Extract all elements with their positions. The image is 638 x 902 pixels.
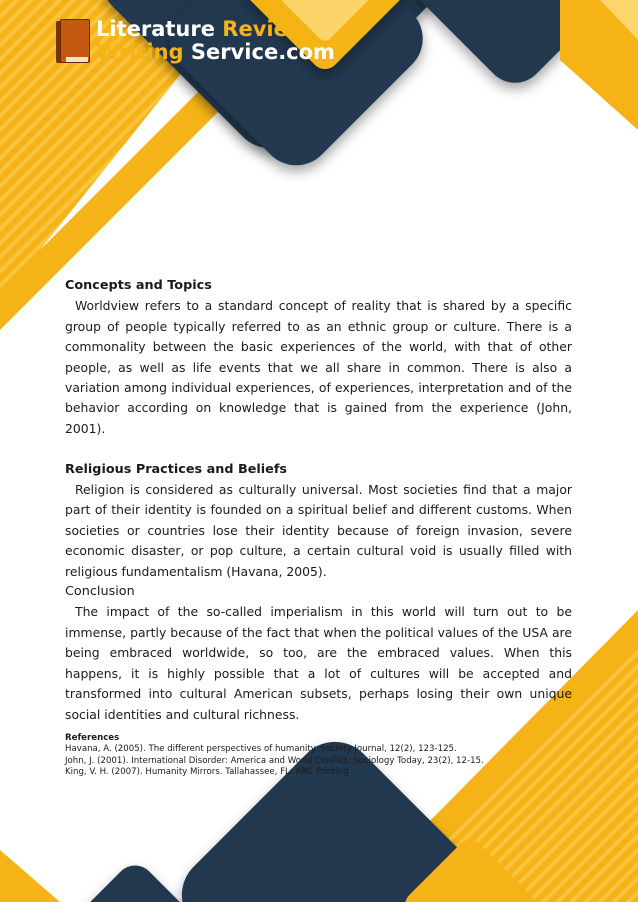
section-body-conclusion: The impact of the so-called imperialism in this world will turn out to be immense, partly because of the fact that when the political values of the USA are being embraced worldwide, so too, are the embraced values. When this happens, it is highly possible that a lot of cultures will be accepted and transformed into cultural American subsets, perhaps losing their own unique social identities and cultural richness. <box>65 604 572 722</box>
logo-wordmark <box>96 18 335 64</box>
logo-line-2 <box>96 41 335 64</box>
references-title: References <box>65 732 120 743</box>
logo-line-1 <box>96 18 335 41</box>
logo-word-writing: Writing <box>96 40 184 64</box>
references-section <box>65 732 572 779</box>
document-body <box>65 276 572 779</box>
site-logo[interactable] <box>56 18 335 64</box>
bottom-left-yellow-band <box>0 850 60 902</box>
section-title-religious: Religious Practices and Beliefs <box>65 461 288 477</box>
logo-word-service: Service.com <box>183 40 335 64</box>
section-body-religious: Religion is considered as culturally universal. Most societies find that a major part of their identity is founded on a spiritual belief and different customs. When societies or countries lose their identity because of foreign invasion, severe economic disaster, or pop culture, a certain cultural void is usually filled with religious fundamentalism (Havana, 2005). <box>65 482 572 579</box>
logo-word-literature: Literature <box>96 17 215 41</box>
section-title-conclusion: Conclusion <box>65 584 135 600</box>
reference-item: King, V. H. (2007). Humanity Mirrors. Tallahassee, FL: ABC Printing <box>65 767 349 778</box>
logo-word-review: Review <box>214 17 308 41</box>
reference-item: Havana, A. (2005). The different perspectives of humanity. Society Journal, 12(2), 123-125. <box>65 743 457 754</box>
reference-item: John, J. (2001). International Disorder: America and World Conflict. Sociology Today, 23(2), 12-15. <box>65 755 484 766</box>
book-icon <box>56 19 90 63</box>
section-title-concepts: Concepts and Topics <box>65 278 212 293</box>
section-body-concepts: Worldview refers to a standard concept of reality that is shared by a specific group of people typically referred to as an ethnic group or culture. There is a commonality between the basic experiences of the world, with that of other people, as well as life events that we all share in common. There is also a variation among individual experiences, of experiences, interpretation and of the behavior according on knowledge that is gained from the experience (John, 2001). <box>65 298 572 436</box>
